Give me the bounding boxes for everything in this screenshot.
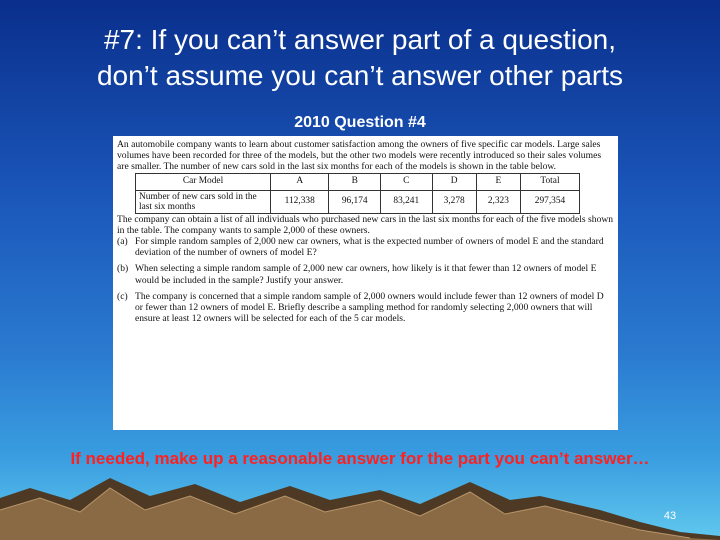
- table-cell: 112,338: [271, 190, 329, 213]
- part-label: (c): [117, 290, 128, 302]
- table-cell: 96,174: [329, 190, 381, 213]
- question-subtitle: 2010 Question #4: [294, 114, 426, 131]
- sales-table: [135, 173, 580, 214]
- table-header-cell: B: [329, 173, 381, 190]
- table-cell: 3,278: [432, 190, 476, 213]
- question-part-a: [117, 236, 614, 258]
- table-header-cell: E: [476, 173, 520, 190]
- page-number: 43: [663, 510, 677, 522]
- title-line-2: don’t assume you can’t answer other parts: [96, 60, 624, 91]
- table-row: [136, 190, 580, 213]
- question-document: [113, 136, 618, 430]
- table-header-cell: D: [432, 173, 476, 190]
- part-text: When selecting a simple random sample of 2,000 new car owners, how likely is it that fewer than 12 owners of model E would be included in the sample? Justify your answer.: [135, 263, 597, 286]
- footer-note: If needed, make up a reasonable answer for the part you can’t answer…: [70, 449, 650, 468]
- part-label: (a): [117, 236, 128, 248]
- slide-title: [20, 22, 700, 94]
- table-cell: 297,354: [520, 190, 579, 213]
- table-header-row: [136, 173, 580, 190]
- table-cell: 2,323: [476, 190, 520, 213]
- question-part-b: [117, 263, 614, 285]
- table-header-cell: A: [271, 173, 329, 190]
- table-header-cell: Car Model: [136, 173, 271, 190]
- question-part-c: [117, 291, 614, 325]
- question-context: The company can obtain a list of all individuals who purchased new cars in the last six months for each of the five models shown in the table. The company wants to sample 2,000 of these owners.: [117, 213, 614, 236]
- table-header-cell: C: [381, 173, 433, 190]
- title-line-1: #7: If you can’t answer part of a question,: [103, 24, 617, 55]
- table-row-label: Number of new cars sold in the last six months: [136, 190, 271, 213]
- part-label: (b): [117, 263, 129, 275]
- table-cell: 83,241: [381, 190, 433, 213]
- part-text: The company is concerned that a simple random sample of 2,000 owners would include fewer than 12 owners of model D or fewer than 12 owners of model E. Briefly describe a sampling method for randomly selecting 2,000 owners that will ensure at least 12 owners will be selected for each of the 5 car models.: [135, 290, 604, 325]
- table-header-cell: Total: [520, 173, 579, 190]
- mountain-range-image: [0, 470, 720, 540]
- part-text: For simple random samples of 2,000 new car owners, what is the expected number of owners of model E and the standard deviation of the number of owners of model E?: [135, 236, 604, 259]
- question-intro: An automobile company wants to learn about customer satisfaction among the owners of five specific car models. Large sales volumes have been recorded for three of the models, but the other two models were recently introduced so their sales volumes are smaller. The number of new cars sold in the last six months for each of the models is shown in the table below.: [117, 139, 602, 173]
